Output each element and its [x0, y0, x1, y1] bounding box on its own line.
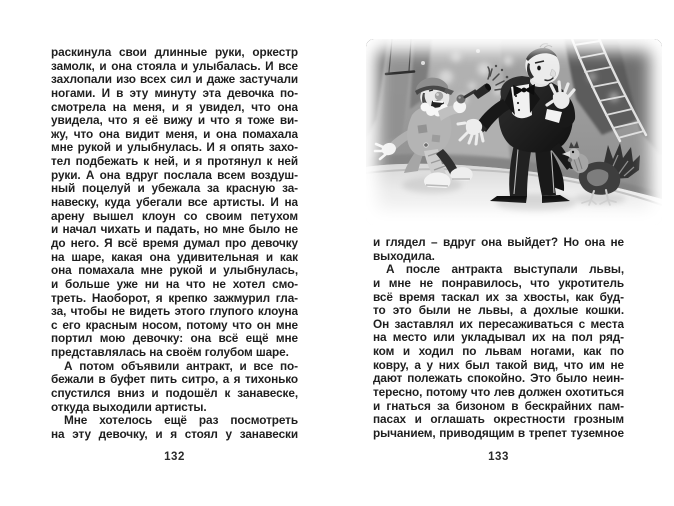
- text-line: раскинула свои длинные руки, оркестр: [51, 46, 298, 59]
- text-line: на шаре, какая она удивительная и как: [51, 250, 298, 264]
- text-line: всё время таскал их за хвосты, как буд-: [373, 290, 624, 304]
- text-line: тел подбежать к ней, и я протянул к ней: [51, 155, 298, 169]
- text-line: навеску, куда убегали все артисты. И на: [51, 196, 298, 210]
- text-line: за, чтобы не видеть этого глупого клоуна: [51, 305, 298, 319]
- right-page-text: [373, 236, 624, 441]
- text-line: и начал чихать и падать, но мне было не: [51, 223, 298, 237]
- text-line: представлялась на своём голубом шаре.: [51, 346, 289, 360]
- text-line: откуда выходили артисты.: [51, 400, 207, 414]
- text-line: ный поцелуй и убежала за красную за-: [51, 182, 298, 196]
- text-line: рычанием, приводящим в трепет туземное: [373, 426, 624, 440]
- text-line: дают полежать спокойно. Это было неин-: [373, 372, 624, 386]
- text-line: Мне хотелось ещё раз посмотреть: [64, 414, 298, 428]
- text-line: Он заставлял их пересаживаться с места: [373, 317, 624, 331]
- text-line: А потом объявили антракт, и все по-: [64, 359, 298, 373]
- text-line: и больше уже ни на что не хотел смо-: [51, 277, 298, 291]
- text-line: выходила.: [373, 249, 435, 263]
- text-line: и гнаться за бизоном в бескрайних пам-: [373, 399, 624, 413]
- text-line: с его красным носом, потому что он мне: [51, 318, 298, 332]
- text-line: бежали в буфет пить ситро, а я тихонько: [51, 373, 298, 387]
- text-line: арену вышел клоун со своим петухом: [51, 209, 298, 223]
- text-line: смотрела на меня, и я увидел, что она: [51, 100, 298, 114]
- text-line: она помахала мне рукой и улыбнулась,: [51, 264, 298, 278]
- text-line: захлопали изо всех сил и даже застучали: [51, 73, 298, 87]
- text-line: спустился вниз и подошёл к занавеске,: [51, 387, 298, 401]
- right-page-number: 133: [488, 451, 509, 463]
- text-line: портил мою девочку: она всё ещё мне: [51, 332, 298, 346]
- text-line: ком и ходил по львам ногами, как по: [373, 345, 624, 359]
- text-line: мне рукой и улыбнулась. И я опять захо-: [51, 141, 298, 155]
- left-page-text: [51, 46, 298, 442]
- text-line: увидела, что я её вижу и что я тоже ви-: [51, 114, 298, 128]
- left-page-number: 132: [164, 451, 185, 463]
- text-line: то это были не львы, а дохлые кошки.: [373, 304, 624, 318]
- text-line: жу, что она видит меня, и она помахала: [51, 127, 298, 141]
- circus-illustration: [366, 39, 662, 225]
- text-line: треть. Наоборот, я крепко зажмурил гла-: [51, 291, 298, 305]
- text-line: пасах и оглашать окрестности грозным: [373, 413, 624, 427]
- text-line: замолк, и она стояла и улыбалась. И все: [51, 59, 298, 73]
- text-line: до него. Я всё время думал про девочку: [51, 236, 298, 250]
- text-line: и глядел – вдруг она выйдет? Но она не: [373, 236, 624, 249]
- text-line: руки. А она вдруг послала всем воздуш-: [51, 168, 298, 182]
- text-line: ногами. И в эту минуту эта девочка по-: [51, 86, 298, 100]
- text-line: ковру, а у них был такой вид, что им не: [373, 358, 624, 372]
- text-line: на эту девочку, и я стоял у занавески: [51, 427, 298, 441]
- text-line: тересно, потому что лев должен охотиться: [373, 386, 624, 400]
- text-line: А после антракта выступали львы,: [386, 263, 624, 277]
- text-line: и мне не понравилось, что укротитель: [373, 276, 624, 290]
- text-line: на место или укладывал их на пол ряд-: [373, 331, 624, 345]
